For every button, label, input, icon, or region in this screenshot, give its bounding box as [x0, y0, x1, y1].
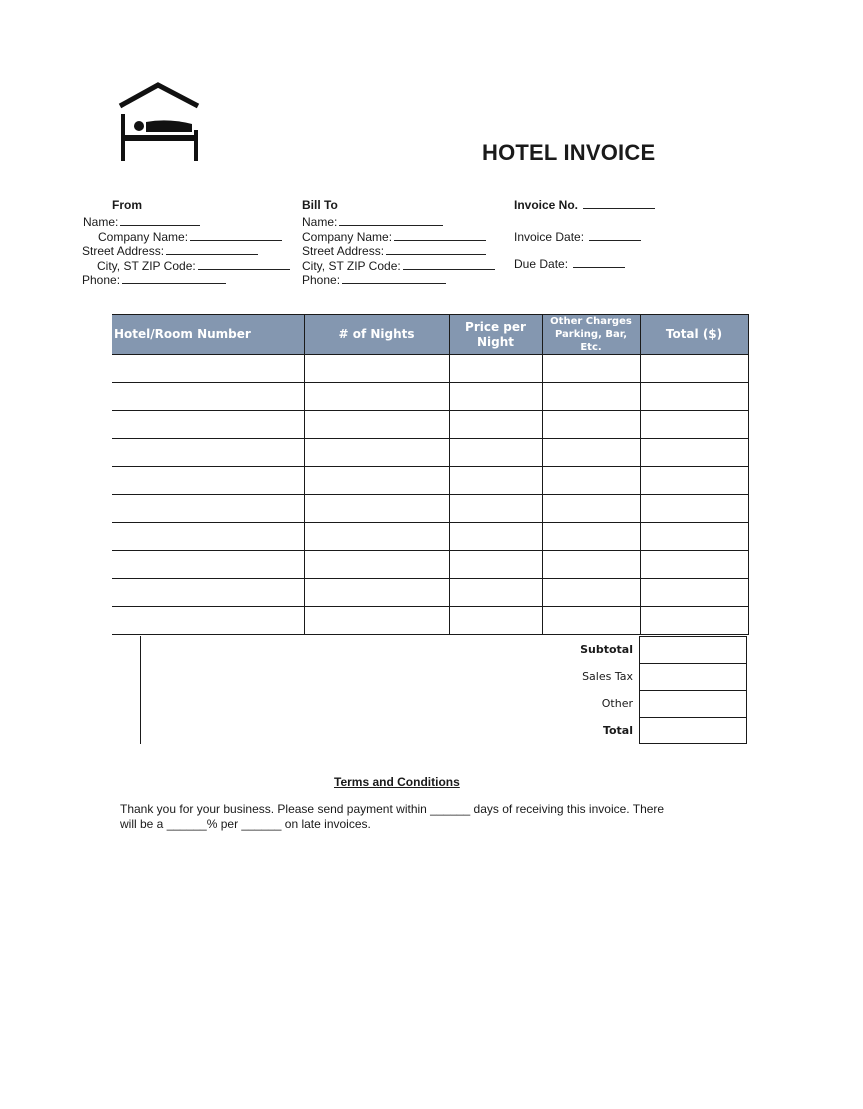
- total-cell[interactable]: [640, 718, 746, 743]
- table-cell[interactable]: [112, 523, 304, 551]
- table-cell[interactable]: [640, 551, 748, 579]
- table-cell[interactable]: [112, 439, 304, 467]
- table-row: [112, 467, 748, 495]
- table-cell[interactable]: [112, 551, 304, 579]
- table-row: [112, 355, 748, 383]
- table-cell[interactable]: [449, 495, 542, 523]
- sales-tax-cell[interactable]: [640, 664, 746, 690]
- table-row: [112, 607, 748, 635]
- table-cell[interactable]: [112, 383, 304, 411]
- table-cell[interactable]: [542, 355, 640, 383]
- table-cell[interactable]: [304, 355, 449, 383]
- table-header-row: [112, 315, 748, 355]
- table-cell[interactable]: [542, 551, 640, 579]
- invoice-date-field[interactable]: Invoice Date:: [514, 230, 655, 245]
- table-cell[interactable]: [304, 495, 449, 523]
- items-table: [112, 314, 749, 635]
- table-cell[interactable]: [449, 439, 542, 467]
- table-cell[interactable]: [542, 523, 640, 551]
- table-cell[interactable]: [449, 551, 542, 579]
- terms-title: Terms and Conditions: [334, 775, 460, 789]
- other-label: Other: [601, 697, 633, 710]
- table-cell[interactable]: [542, 495, 640, 523]
- table-cell[interactable]: [112, 355, 304, 383]
- other-cell[interactable]: [640, 691, 746, 717]
- from-name-field[interactable]: Name:: [83, 215, 292, 230]
- col-header-nights: # of Nights: [304, 315, 449, 355]
- sales-tax-label: Sales Tax: [582, 670, 633, 683]
- table-cell[interactable]: [542, 607, 640, 635]
- table-cell[interactable]: [304, 383, 449, 411]
- bill-to-city-field[interactable]: City, ST ZIP Code:: [302, 259, 495, 274]
- terms-text: Thank you for your business. Please send payment within ______ days of receiving this invoice. There will be a ______% per ______ on late invoices.: [120, 802, 665, 831]
- bill-to-name-field[interactable]: Name:: [302, 215, 495, 230]
- table-cell[interactable]: [640, 439, 748, 467]
- table-row: [112, 411, 748, 439]
- bill-to-block: [302, 198, 495, 288]
- table-cell[interactable]: [449, 355, 542, 383]
- subtotal-cell[interactable]: [640, 637, 746, 663]
- table-row: [112, 383, 748, 411]
- total-label: Total: [602, 724, 633, 737]
- from-phone-field[interactable]: Phone:: [82, 273, 292, 288]
- table-cell[interactable]: [542, 383, 640, 411]
- table-cell[interactable]: [304, 579, 449, 607]
- table-cell[interactable]: [449, 467, 542, 495]
- from-block: [82, 198, 292, 288]
- col-header-other-charges: Other Charges Parking, Bar, Etc.: [542, 315, 640, 355]
- table-cell[interactable]: [304, 439, 449, 467]
- table-cell[interactable]: [304, 523, 449, 551]
- from-street-field[interactable]: Street Address:: [82, 244, 292, 259]
- table-cell[interactable]: [542, 411, 640, 439]
- table-cell[interactable]: [304, 607, 449, 635]
- due-date-field[interactable]: Due Date:: [514, 257, 655, 272]
- table-cell[interactable]: [449, 523, 542, 551]
- hotel-bed-icon: [118, 80, 200, 162]
- table-cell[interactable]: [640, 523, 748, 551]
- table-cell[interactable]: [640, 383, 748, 411]
- table-cell[interactable]: [304, 411, 449, 439]
- table-cell[interactable]: [542, 439, 640, 467]
- table-cell[interactable]: [542, 467, 640, 495]
- table-cell[interactable]: [449, 411, 542, 439]
- col-header-total: Total ($): [640, 315, 748, 355]
- from-heading: From: [112, 198, 142, 212]
- table-cell[interactable]: [542, 579, 640, 607]
- table-cell[interactable]: [112, 579, 304, 607]
- table-row: [112, 579, 748, 607]
- subtotal-label: Subtotal: [580, 643, 633, 656]
- table-cell[interactable]: [640, 411, 748, 439]
- table-cell[interactable]: [112, 411, 304, 439]
- table-row: [112, 495, 748, 523]
- col-header-price: Price per Night: [449, 315, 542, 355]
- bill-to-phone-field[interactable]: Phone:: [302, 273, 495, 288]
- bill-to-heading: Bill To: [302, 198, 338, 212]
- table-row: [112, 439, 748, 467]
- table-cell[interactable]: [640, 607, 748, 635]
- table-cell[interactable]: [449, 383, 542, 411]
- table-cell[interactable]: [112, 467, 304, 495]
- invoice-title: HOTEL INVOICE: [482, 140, 656, 165]
- invoice-number-field[interactable]: Invoice No.: [514, 198, 655, 213]
- col-header-room: Hotel/Room Number: [112, 315, 304, 355]
- table-row: [112, 523, 748, 551]
- table-cell[interactable]: [304, 551, 449, 579]
- table-cell[interactable]: [640, 495, 748, 523]
- table-cell[interactable]: [112, 607, 304, 635]
- totals-divider: [140, 636, 141, 744]
- from-city-field[interactable]: City, ST ZIP Code:: [97, 259, 292, 274]
- table-cell[interactable]: [640, 467, 748, 495]
- table-cell[interactable]: [112, 495, 304, 523]
- table-cell[interactable]: [640, 355, 748, 383]
- table-cell[interactable]: [304, 467, 449, 495]
- table-cell[interactable]: [449, 579, 542, 607]
- bill-to-company-field[interactable]: Company Name:: [302, 230, 495, 245]
- table-cell[interactable]: [449, 607, 542, 635]
- table-row: [112, 551, 748, 579]
- table-cell[interactable]: [640, 579, 748, 607]
- bill-to-street-field[interactable]: Street Address:: [302, 244, 495, 259]
- from-company-field[interactable]: Company Name:: [98, 230, 292, 245]
- invoice-info-block: [514, 198, 655, 272]
